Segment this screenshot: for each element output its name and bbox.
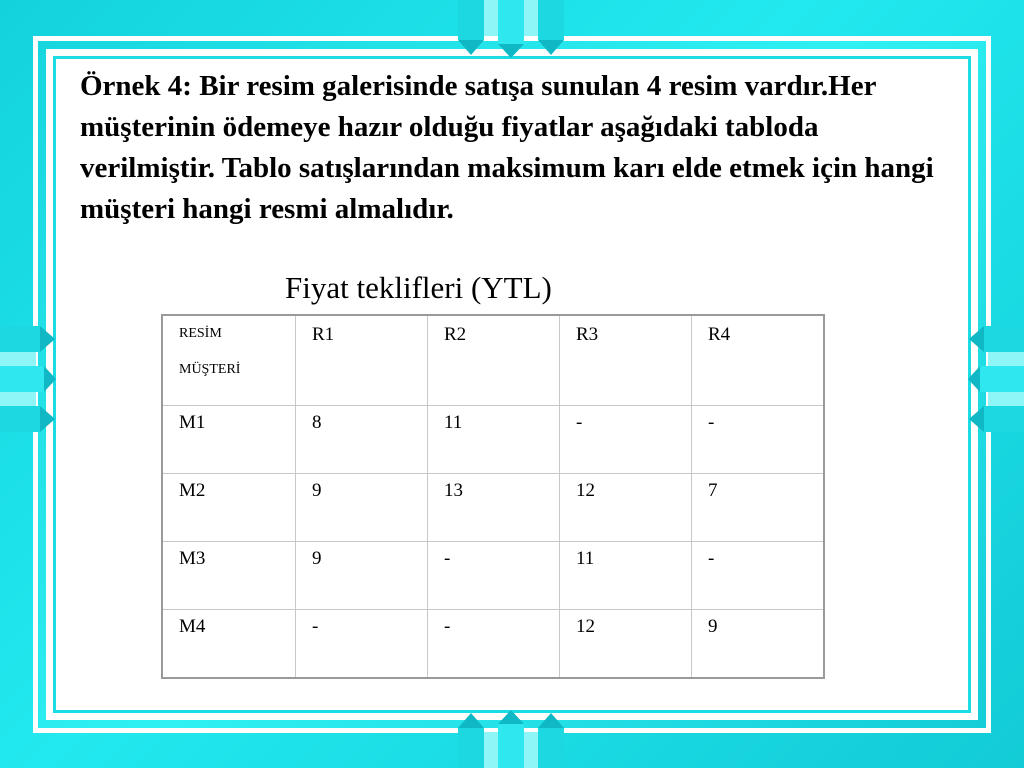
table-cell: 11 [428, 406, 560, 474]
problem-text: Bir resim galerisinde satışa sunulan 4 resim vardır.Her müşterinin ödemeye hazır olduğu fiyatlar aşağıdaki tabloda verilmiştir. Tablo satışlarından maksimum karı elde etmek için hangi müşteri hangi resmi almalıdır. [80, 70, 934, 225]
table-cell: 7 [692, 474, 825, 542]
table-row-m2 [162, 474, 824, 542]
row-label: M3 [162, 542, 296, 610]
table-caption: Fiyat teklifleri (YTL) [285, 270, 552, 305]
table-header-row [162, 315, 824, 406]
table-cell: 9 [692, 610, 825, 679]
table-row-m1 [162, 406, 824, 474]
table-cell: 12 [560, 610, 692, 679]
column-header-r2: R2 [428, 315, 560, 406]
table-cell: 8 [296, 406, 428, 474]
table-cell: - [428, 542, 560, 610]
table-cell: - [692, 542, 825, 610]
row-label: M4 [162, 610, 296, 679]
column-header-r1: R1 [296, 315, 428, 406]
column-header-r3: R3 [560, 315, 692, 406]
right-ornament [968, 326, 1024, 444]
problem-statement [80, 66, 950, 230]
table-cell: 9 [296, 474, 428, 542]
price-offers-table [161, 314, 825, 679]
row-label: M1 [162, 406, 296, 474]
table-cell: - [428, 610, 560, 679]
left-ornament [0, 326, 56, 444]
top-ornament [458, 0, 564, 58]
bottom-ornament [458, 710, 564, 768]
table-row-m3 [162, 542, 824, 610]
corner-header-top: RESİM [179, 326, 222, 341]
table-cell: - [692, 406, 825, 474]
table-row-m4 [162, 610, 824, 679]
corner-header-cell [162, 315, 296, 406]
table-cell: 12 [560, 474, 692, 542]
corner-header-bottom: MÜŞTERİ [179, 362, 241, 377]
table-cell: - [560, 406, 692, 474]
example-label: Örnek 4: [80, 70, 192, 102]
table-cell: - [296, 610, 428, 679]
table-cell: 11 [560, 542, 692, 610]
column-header-r4: R4 [692, 315, 825, 406]
row-label: M2 [162, 474, 296, 542]
table-cell: 9 [296, 542, 428, 610]
table-cell: 13 [428, 474, 560, 542]
